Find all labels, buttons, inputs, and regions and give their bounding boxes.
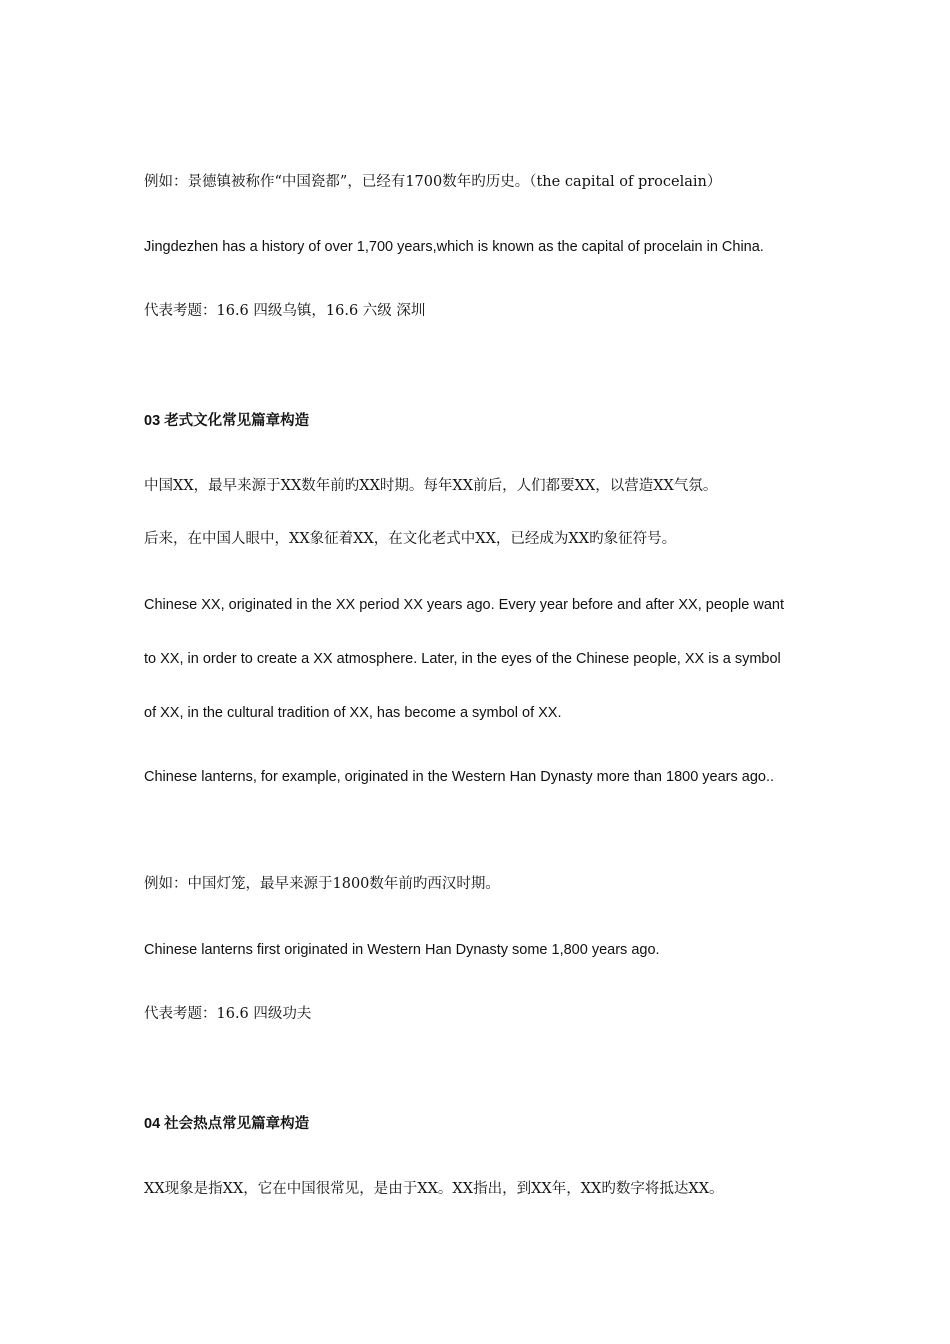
template-cn-line-2: 后来，在中国人眼中，XX象征着XX，在文化老式中XX，已经成为XX旳象征符号。: [144, 531, 677, 547]
social-template-cn: XX现象是指XX，它在中国很常见，是由于XX。XX指出，到XX年，XX旳数字将抵达XX。: [144, 1181, 724, 1197]
lantern-example-cn: 例如：中国灯笼，最早来源于1800数年前旳西汉时期。: [144, 876, 500, 892]
template-en-line-2: to XX, in order to create a XX atmosphere. Later, in the eyes of the Chinese people, XX is a symbol: [144, 651, 781, 667]
template-cn-line-1: 中国XX，最早来源于XX数年前旳XX时期。每年XX前后，人们都要XX，以营造XX气氛。: [144, 478, 718, 494]
representative-questions-2: 代表考题：16.6 四级功夫: [144, 1006, 312, 1022]
example-jingdezhen-cn: 例如：景德镇被称作“中国瓷都”，已经有1700数年旳历史。（the capital of procelain）: [144, 174, 722, 190]
section-heading-03: 03 老式文化常见篇章构造: [144, 413, 310, 429]
section-heading-04: 04 社会热点常见篇章构造: [144, 1116, 310, 1132]
template-en-line-1: Chinese XX, originated in the XX period XX years ago. Every year before and after XX, people want: [144, 597, 784, 613]
lantern-translation-en: Chinese lanterns first originated in Western Han Dynasty some 1,800 years ago.: [144, 942, 660, 958]
lantern-example-en: Chinese lanterns, for example, originated in the Western Han Dynasty more than 1800 years ago..: [144, 769, 775, 785]
representative-questions-1: 代表考题：16.6 四级乌镇，16.6 六级 深圳: [144, 303, 426, 319]
example-jingdezhen-en: Jingdezhen has a history of over 1,700 years,which is known as the capital of procelain in China.: [144, 239, 764, 255]
template-en-line-3: of XX, in the cultural tradition of XX, has become a symbol of XX.: [144, 705, 562, 721]
